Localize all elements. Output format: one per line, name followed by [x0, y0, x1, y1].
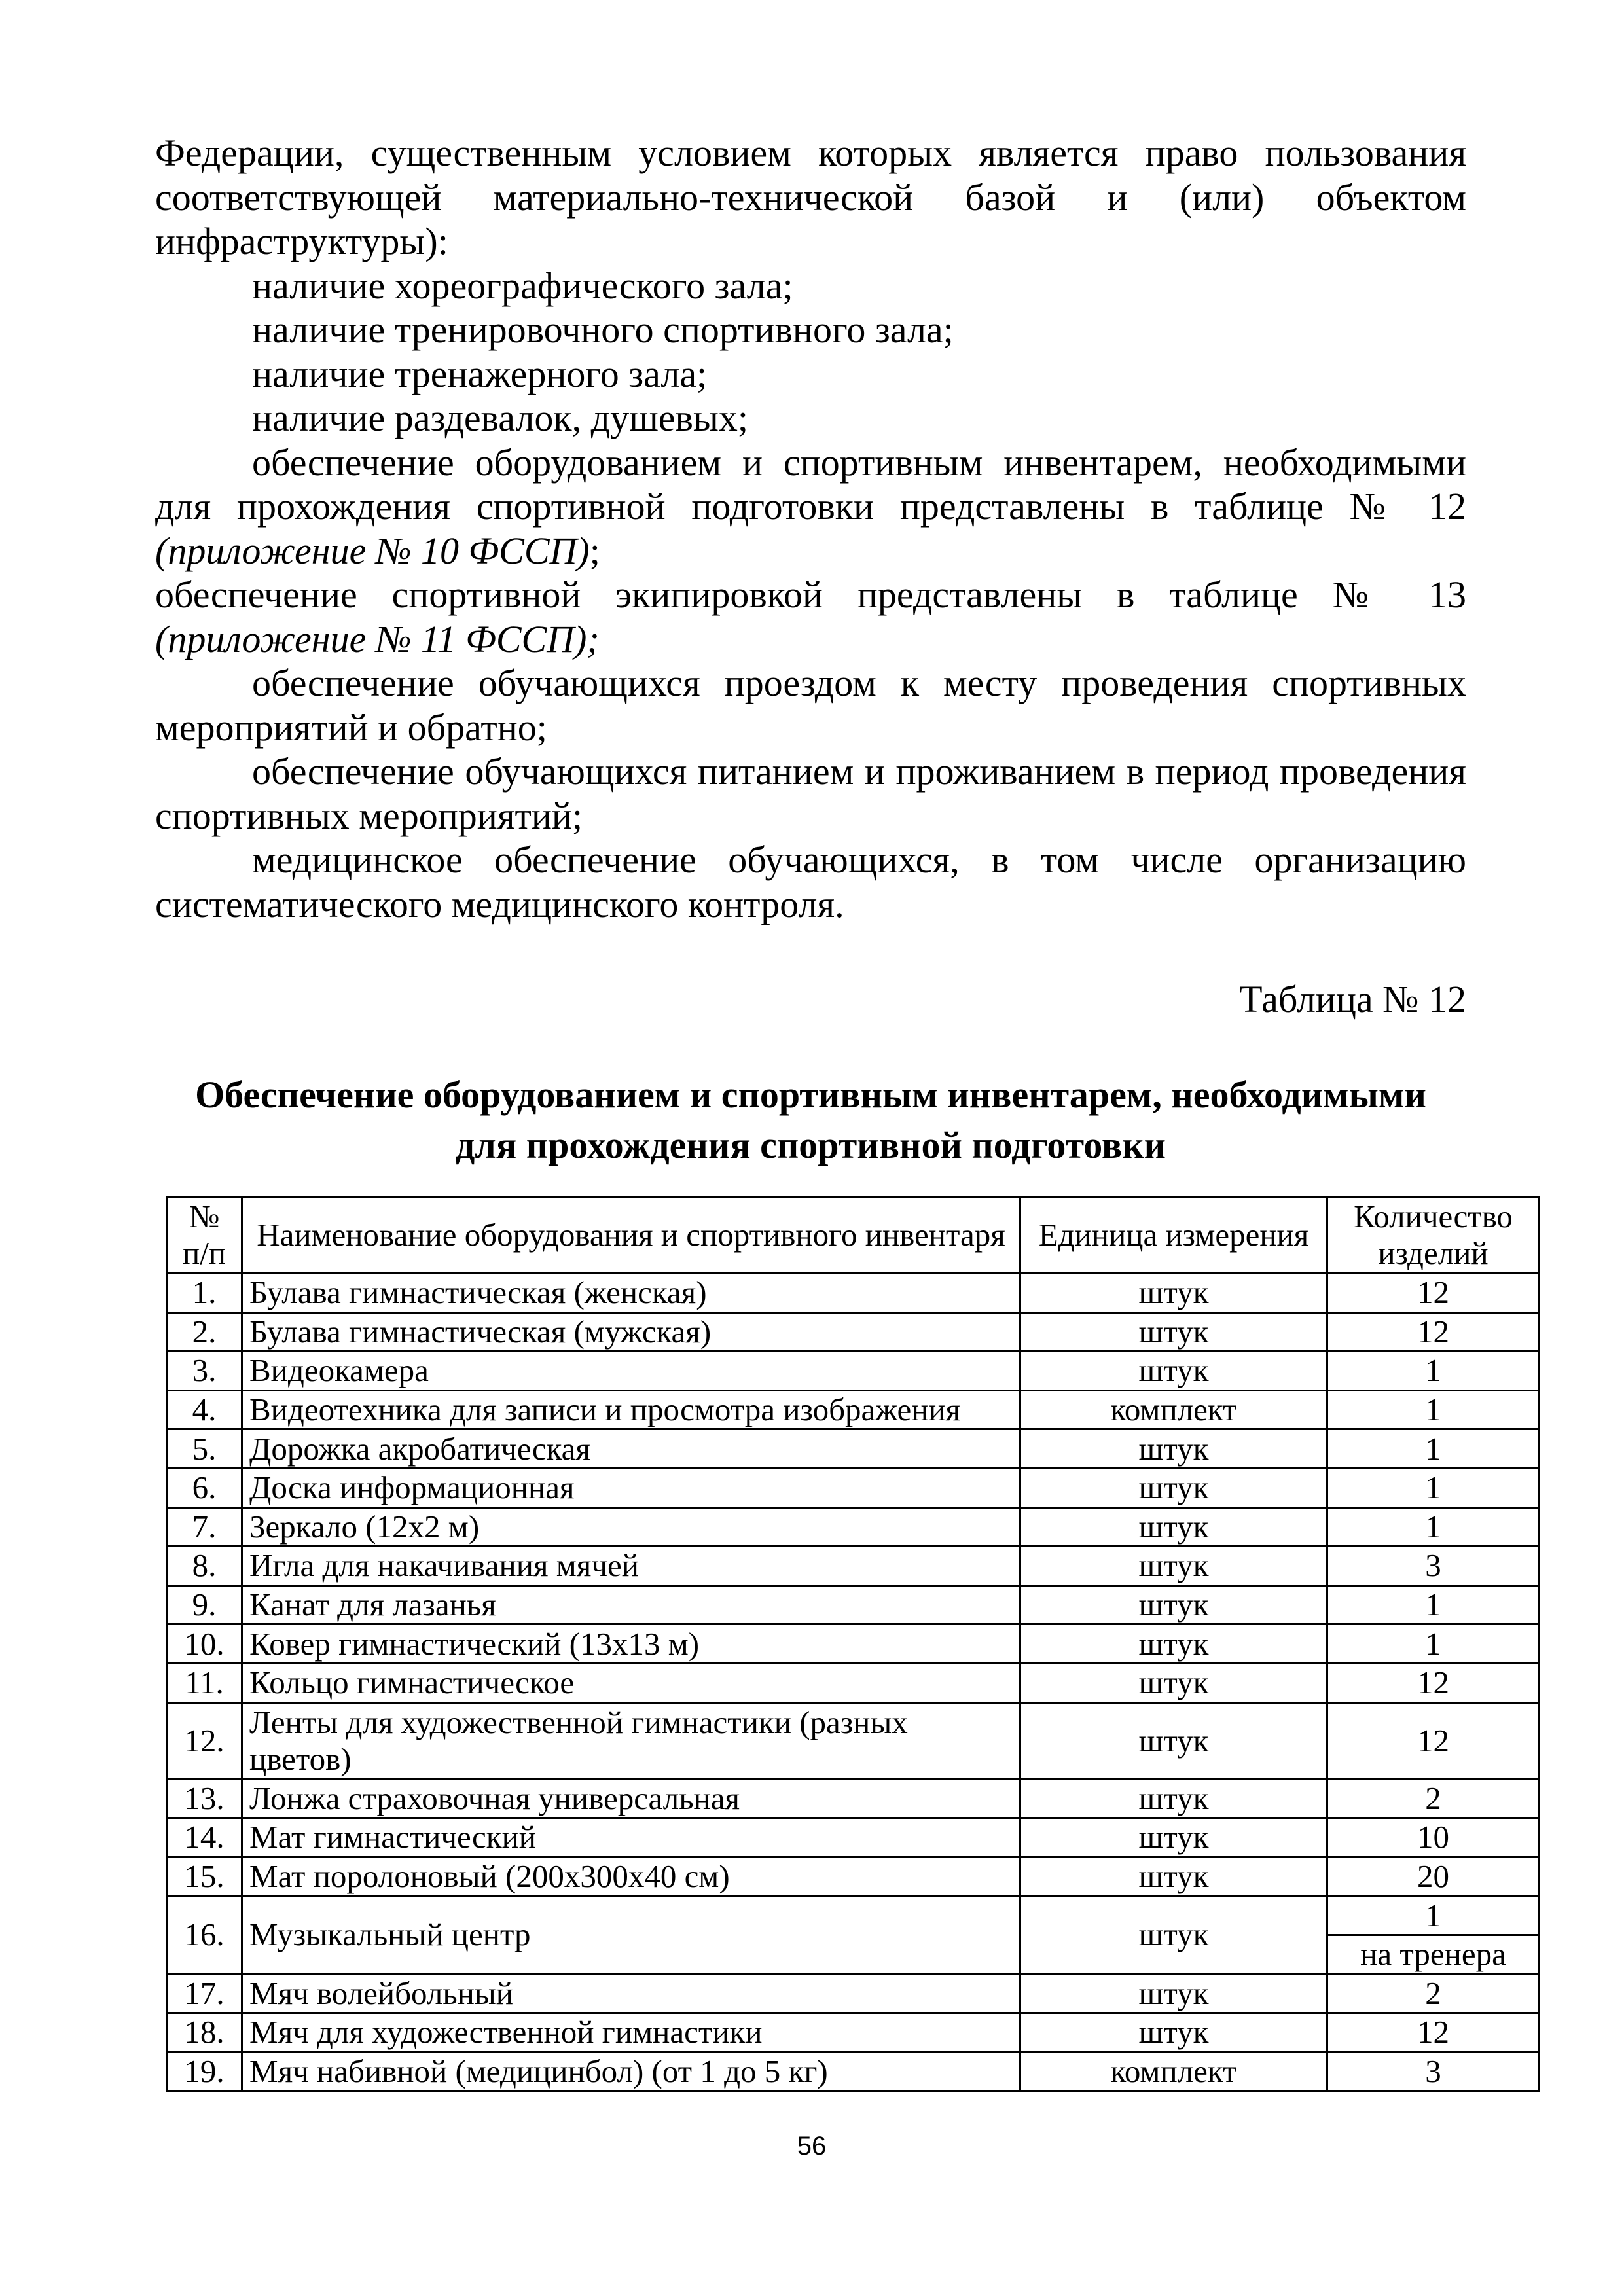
cell-qty: 12 [1327, 1274, 1540, 1313]
cell-qty: 3 [1327, 2052, 1540, 2091]
cell-qty: 1 [1327, 1896, 1540, 1935]
cell-unit: штук [1020, 1857, 1327, 1896]
cell-qty: 12 [1327, 2013, 1540, 2053]
cell-name: Мат гимнастический [242, 1818, 1020, 1857]
paragraph-text: медицинское обеспечение обучающихся, в том числе организацию систематического медицинского контроля. [155, 838, 1466, 925]
paragraph-intro [155, 131, 1466, 264]
table-row [167, 2052, 1540, 2091]
cell-num: 10. [167, 1624, 242, 1664]
cell-name: Булава гимнастическая (женская) [242, 1274, 1020, 1313]
cell-num: 17. [167, 1974, 242, 2013]
cell-name: Зеркало (12х2 м) [242, 1507, 1020, 1547]
cell-qty: 1 [1327, 1352, 1540, 1391]
header-qty: Количество изделий [1327, 1197, 1540, 1274]
cell-unit: штук [1020, 1468, 1327, 1507]
cell-qty: 1 [1327, 1390, 1540, 1429]
paragraph-text: наличие хореографического зала; [252, 264, 793, 307]
cell-unit: штук [1020, 1312, 1327, 1352]
body-text [155, 131, 1466, 926]
table-row [167, 1585, 1540, 1624]
cell-unit: комплект [1020, 1390, 1327, 1429]
cell-num: 18. [167, 2013, 242, 2053]
paragraph-meals-lodging [155, 749, 1466, 838]
table-row [167, 1818, 1540, 1857]
cell-num: 9. [167, 1585, 242, 1624]
header-name: Наименование оборудования и спортивного инвентаря [242, 1197, 1020, 1274]
cell-name: Дорожка акробатическая [242, 1429, 1020, 1469]
paragraph-training-hall [155, 308, 1466, 352]
cell-qty: 10 [1327, 1818, 1540, 1857]
header-unit: Единица измерения [1020, 1197, 1327, 1274]
cell-name: Мяч волейбольный [242, 1974, 1020, 2013]
cell-unit: штук [1020, 1702, 1327, 1779]
header-num: № п/п [167, 1197, 242, 1274]
cell-qty: 2 [1327, 1974, 1540, 2013]
cell-qty: 20 [1327, 1857, 1540, 1896]
cell-unit: штук [1020, 2013, 1327, 2053]
cell-qty: 12 [1327, 1702, 1540, 1779]
cell-name: Ленты для художественной гимнастики (разных цветов) [242, 1702, 1020, 1779]
table-row [167, 1702, 1540, 1779]
cell-qty: 1 [1327, 1585, 1540, 1624]
paragraph-punctuation: ; [589, 529, 600, 572]
cell-name: Доска информационная [242, 1468, 1020, 1507]
cell-num: 13. [167, 1779, 242, 1818]
cell-qty-note: на тренера [1327, 1935, 1540, 1974]
cell-name: Мяч набивной (медицинбол) (от 1 до 5 кг) [242, 2052, 1020, 2091]
table-row [167, 1507, 1540, 1547]
cell-unit: штук [1020, 1352, 1327, 1391]
cell-unit: штук [1020, 1663, 1327, 1702]
table-row [167, 1352, 1540, 1391]
table-row [167, 1547, 1540, 1586]
cell-name: Мяч для художественной гимнастики [242, 2013, 1020, 2053]
paragraph-text: Федерации, существенным условием которых является право пользования соответствующей материально-технической базой и (или) объектом инфраструктуры): [155, 132, 1466, 262]
cell-qty: 12 [1327, 1663, 1540, 1702]
cell-name: Ковер гимнастический (13х13 м) [242, 1624, 1020, 1664]
cell-num: 5. [167, 1429, 242, 1469]
paragraph-travel [155, 661, 1466, 749]
cell-unit: штук [1020, 1896, 1327, 1974]
cell-num: 6. [167, 1468, 242, 1507]
paragraph-medical [155, 838, 1466, 926]
cell-qty: 1 [1327, 1429, 1540, 1469]
cell-name: Кольцо гимнастическое [242, 1663, 1020, 1702]
table-title [155, 1069, 1466, 1170]
cell-num: 4. [167, 1390, 242, 1429]
table-row [167, 1663, 1540, 1702]
cell-unit: штук [1020, 1779, 1327, 1818]
cell-qty: 2 [1327, 1779, 1540, 1818]
table-row [167, 1974, 1540, 2013]
cell-num: 14. [167, 1818, 242, 1857]
cell-qty: 3 [1327, 1547, 1540, 1586]
appendix-reference: (приложение № 10 ФССП) [155, 529, 590, 572]
cell-name: Канат для лазанья [242, 1585, 1020, 1624]
paragraph-text: наличие раздевалок, душевых; [252, 397, 748, 439]
table-row [167, 1429, 1540, 1469]
table-title-line-2: для прохождения спортивной подготовки [455, 1124, 1166, 1166]
appendix-reference: (приложение № 11 ФССП); [155, 617, 600, 660]
paragraph-gym [155, 352, 1466, 397]
cell-unit: штук [1020, 1818, 1327, 1857]
cell-num: 2. [167, 1312, 242, 1352]
equipment-table [166, 1196, 1540, 2092]
cell-unit: штук [1020, 1507, 1327, 1547]
paragraph-locker-rooms [155, 396, 1466, 440]
cell-name: Булава гимнастическая (мужская) [242, 1312, 1020, 1352]
cell-qty: 12 [1327, 1312, 1540, 1352]
paragraph-equipment [155, 440, 1466, 573]
cell-qty: 1 [1327, 1468, 1540, 1507]
table-label: Таблица № 12 [1239, 978, 1466, 1020]
page-number: 56 [797, 2132, 827, 2161]
cell-qty: 1 [1327, 1624, 1540, 1664]
table-row [167, 1624, 1540, 1664]
cell-name: Мат поролоновый (200х300х40 см) [242, 1857, 1020, 1896]
cell-unit: штук [1020, 1974, 1327, 2013]
paragraph-text: обеспечение оборудованием и спортивным инвентарем, необходимыми для прохождения спортивной подготовки представлены в таблице № 12 [155, 440, 1466, 528]
table-row [167, 1274, 1540, 1313]
table-row [167, 1896, 1540, 1935]
cell-unit: штук [1020, 1547, 1327, 1586]
cell-num: 1. [167, 1274, 242, 1313]
cell-num: 8. [167, 1547, 242, 1586]
paragraph-choreography-hall [155, 264, 1466, 308]
paragraph-text: обеспечение обучающихся питанием и проживанием в период проведения спортивных мероприятий; [155, 750, 1466, 837]
cell-unit: штук [1020, 1624, 1327, 1664]
table-row [167, 1390, 1540, 1429]
cell-name: Музыкальный центр [242, 1896, 1020, 1974]
table-row [167, 2013, 1540, 2053]
cell-unit: комплект [1020, 2052, 1327, 2091]
paragraph-text: обеспечение спортивной экипировкой представлены в таблице № 13 [155, 573, 1466, 616]
cell-num: 15. [167, 1857, 242, 1896]
table-row [167, 1468, 1540, 1507]
table-row [167, 1779, 1540, 1818]
cell-num: 11. [167, 1663, 242, 1702]
cell-name: Видеокамера [242, 1352, 1020, 1391]
paragraph-text: наличие тренажерного зала; [252, 352, 708, 395]
table-row [167, 1312, 1540, 1352]
cell-num: 16. [167, 1896, 242, 1974]
cell-name: Видеотехника для записи и просмотра изображения [242, 1390, 1020, 1429]
cell-unit: штук [1020, 1429, 1327, 1469]
cell-num: 12. [167, 1702, 242, 1779]
cell-unit: штук [1020, 1585, 1327, 1624]
paragraph-outfit [155, 573, 1466, 661]
table-title-line-1: Обеспечение оборудованием и спортивным инвентарем, необходимыми [195, 1073, 1426, 1116]
paragraph-text: наличие тренировочного спортивного зала; [252, 308, 954, 351]
cell-num: 7. [167, 1507, 242, 1547]
paragraph-text: обеспечение обучающихся проездом к месту проведения спортивных мероприятий и обратно; [155, 662, 1466, 749]
cell-qty: 1 [1327, 1507, 1540, 1547]
cell-num: 3. [167, 1352, 242, 1391]
cell-name: Игла для накачивания мячей [242, 1547, 1020, 1586]
table-header-row [167, 1197, 1540, 1274]
cell-name: Лонжа страховочная универсальная [242, 1779, 1020, 1818]
table-row [167, 1857, 1540, 1896]
cell-unit: штук [1020, 1274, 1327, 1313]
cell-num: 19. [167, 2052, 242, 2091]
